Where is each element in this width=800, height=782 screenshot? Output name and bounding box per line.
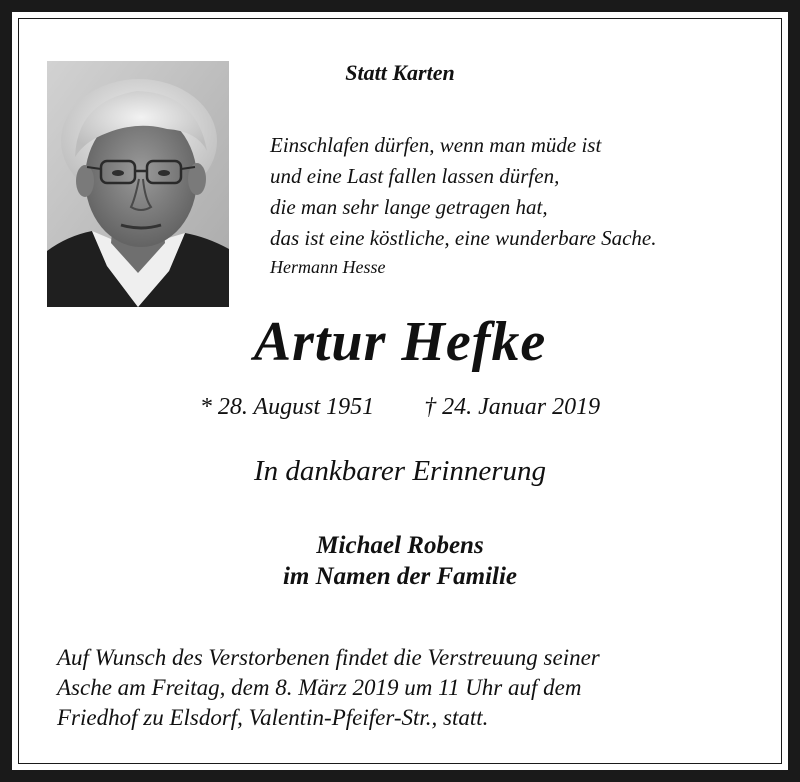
notice-line: Friedhof zu Elsdorf, Valentin-Pfeifer-Str., statt. [57, 705, 489, 730]
header-title: Statt Karten [345, 60, 455, 85]
funeral-notice [57, 643, 757, 733]
signer-family: im Namen der Familie [282, 563, 518, 590]
notice-line: Auf Wunsch des Verstorbenen findet die Verstreuung seiner [57, 645, 600, 670]
signers [0, 530, 800, 592]
life-dates [0, 394, 800, 421]
poem-line: Einschlafen dürfen, wenn man müde ist [270, 133, 602, 157]
portrait-photo [47, 61, 229, 307]
signer-name: Michael Robens [316, 532, 484, 559]
poem-line: und eine Last fallen lassen dürfen, [270, 164, 560, 188]
portrait-illustration [47, 61, 229, 307]
notice-line: Asche am Freitag, dem 8. März 2019 um 11 Uhr auf dem [57, 675, 582, 700]
poem-author: Hermann Hesse [270, 257, 386, 277]
poem [270, 130, 656, 280]
poem-line: die man sehr lange getragen hat, [270, 195, 548, 219]
poem-line: das ist eine köstliche, eine wunderbare Sache. [270, 226, 657, 250]
birth-date: * 28. August 1951 [199, 394, 375, 420]
remembrance-line: In dankbarer Erinnerung [253, 455, 547, 487]
deceased-name: Artur Hefke [253, 311, 547, 373]
death-date: † 24. Januar 2019 [424, 394, 601, 420]
